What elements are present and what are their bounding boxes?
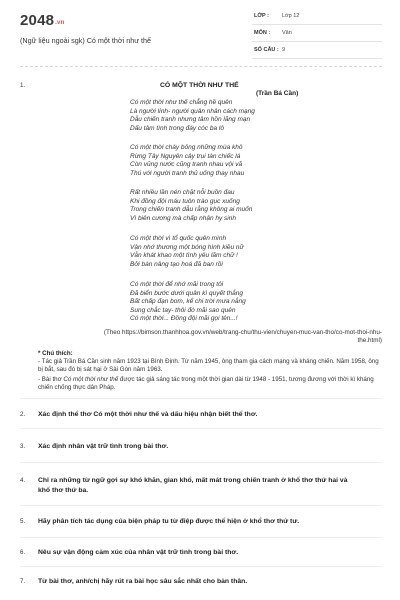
page-header [0,0,400,64]
poem-line: Bởi bàn nâng tạo hoá đã ban rồi [130,260,223,268]
poem-line: Vì biên cương mà chấp nhận hy sinh [130,214,236,222]
poem-line: Dấu tâm tình trong đáy cóc ba lô [130,124,224,132]
note-title: * Chú thích: [38,350,73,357]
poem-line: Bất chấp đạn bom, kể chi trời mưa nắng [130,298,246,306]
poem-stanza [130,235,244,269]
poem-line: Rừng Tây Nguyên cây trụi tàn chiếc lá [130,152,241,160]
question-text: Xác định thể thơ Có một thời như thế và dấu hiệu nhận biết thể thơ. [38,411,258,418]
question-divider [20,505,382,506]
site-logo[interactable]: 2048.vn [20,12,65,29]
question-number: 5. [20,518,26,525]
question-text: Nêu sự vận động cảm xúc của nhân vật trữ tình trong bài thơ. [38,549,239,556]
poem-stanza [130,144,244,178]
note-paragraph: - Tác giả Trần Bá Cần sinh năm 1923 tại Bình Định. Từ năm 1945, ông tham gia cách mạng và kháng chiến. Năm 1958, ông bị bắt, sau đó bị sát hại ở Sài Gòn năm 1963. [38,358,379,374]
question-divider [20,566,382,567]
poem-line: Có một thời để nhớ mãi trong tôi [130,281,224,288]
question-text: Hãy phân tích tác dụng của biện pháp tu từ điệp được thể hiện ở khổ thơ thứ tư. [38,518,300,525]
question-text: Xác định nhân vật trữ tình trong bài thơ. [38,443,169,450]
poem-line: Sung chắc tay- thôi đó mãi sao quên [130,306,236,314]
document-title: (Ngữ liệu ngoài sgk) Có một thời như thế [20,36,151,45]
question-text: Từ bài thơ, anh/chị hãy rút ra bài học sâu sắc nhất cho bản thân. [38,578,248,585]
poem-author: (Trần Bá Cần) [256,90,299,97]
question-divider [20,462,382,463]
question-number: 7. [20,578,26,585]
question-number: 3. [20,443,26,450]
poem-line: Có một thời vì tổ quốc quên mình [130,235,227,242]
logo-suffix: .vn [55,20,65,26]
question-number: 4. [20,477,26,484]
poem-line: Trong chiến tranh dẫu rằng không ai muốn [130,206,253,214]
question-divider [20,428,382,429]
poem-title-italic: Có một thời như thế [63,376,119,383]
poem-stanza [130,99,255,133]
poem-line: Có một thời cháy bỏng những mùa khô [130,144,243,151]
question-divider [20,537,382,538]
meta-label: MÔN : [254,30,271,36]
poem-line: Có một thời như thế chẳng hề quên [130,99,233,106]
poem-line: Có một thời... Đồng đội mãi gọi tên...! [130,315,238,323]
poem-title: CÓ MỘT THỜI NHƯ THẾ [160,82,239,89]
poem-line: Dẫu chiến tranh nhưng tâm hồn lãng mạn [130,116,251,124]
poem-line: Còn vũng nước cũng tranh nhau vội vã [130,161,243,169]
meta-value: Lớp 12 [282,13,300,19]
meta-label: LỚP : [254,13,269,19]
poem-line: Rất nhiều lần nén chặt nỗi buồn đau [130,189,235,196]
poem-line: Thú với người tranh thủ uống thay nhau [130,169,245,177]
question-text-continued: khổ thơ thứ ba. [38,487,89,494]
meta-value: 9 [282,47,286,53]
poem-line: Đã biển bước dưới quân kì quyết thắng [130,289,243,297]
meta-row-count [252,44,382,59]
poem-line: Vận nhớ thương một bóng hình kiều nữ [130,243,244,251]
poem-line: Khi đồng đội máu tuôn trào gục xuống [130,197,240,205]
note-paragraph: - Bài thơ Có một thời như thế được tác giả sáng tác trong một thời gian dài từ 1948 - 1951, tương đương với thời kì kháng chiến chống thực dân Pháp. [38,376,374,392]
poem-line: Vẫn khát khao một tình yêu lãm chữ ! [130,252,238,260]
question-number: 6. [20,549,26,556]
question-text: Chỉ ra những từ ngữ gợi sự khó khăn, gian khổ, mất mát trong chiến tranh ở khổ thơ thứ hai và [38,477,348,484]
poem-stanza [130,189,252,223]
meta-box [252,10,382,61]
question-divider [20,398,382,399]
poem-line: Là người lính- người quân nhân cách mạng [130,107,255,115]
question-number: 1. [20,82,26,89]
meta-label: SỐ CÂU : [254,47,279,53]
source-link[interactable]: (Theo https://bimson.thanhhoa.gov.vn/web/trang-chu/thu-vien/chuyen-muc-van-tho/co-mot-thoi-nhu-the.html) [103,329,382,345]
meta-row-class [252,10,382,25]
header-divider [20,66,382,67]
meta-row-subject [252,27,382,42]
poem-stanza [130,281,246,324]
question-number: 2. [20,411,26,418]
meta-value: Văn [282,30,292,36]
